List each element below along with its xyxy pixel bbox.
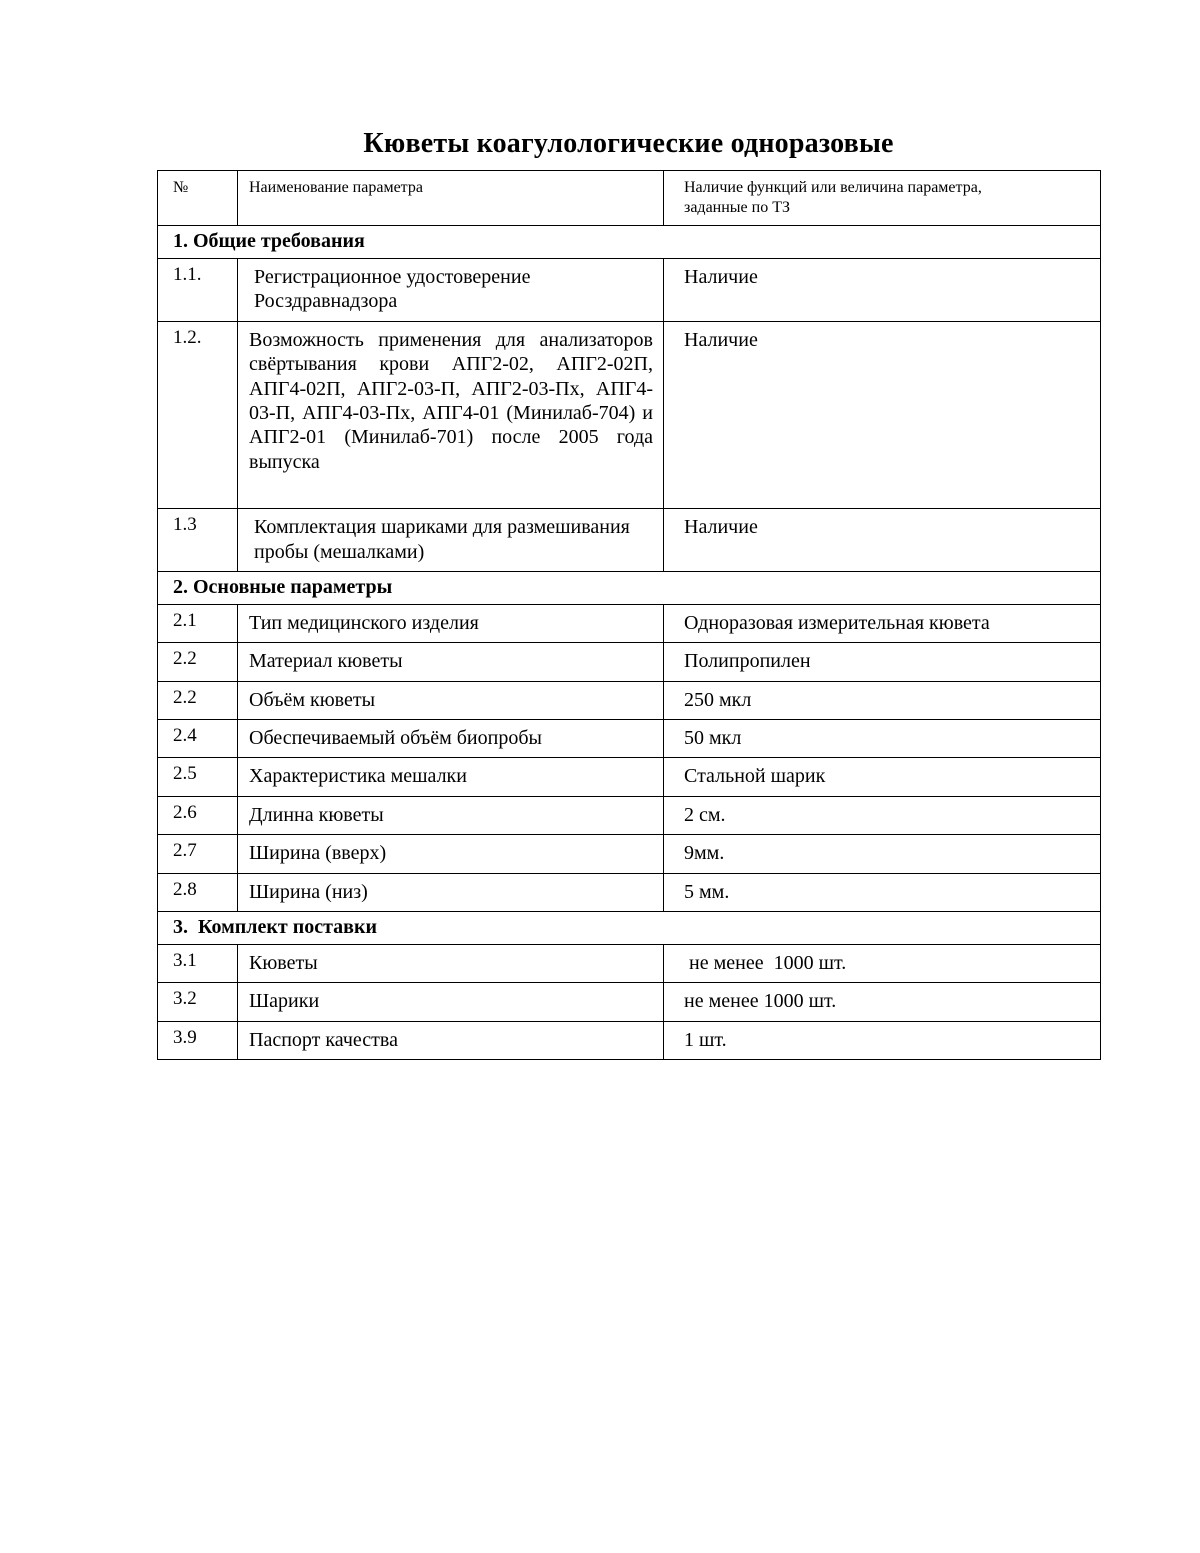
- value-cell: 50 мкл: [664, 720, 1101, 758]
- header-parameter-name: Наименование параметра: [238, 171, 664, 226]
- num-cell: 2.1: [158, 604, 238, 642]
- num-cell: 3.2: [158, 983, 238, 1021]
- value-cell: 1 шт.: [664, 1021, 1101, 1059]
- num-cell: 3.1: [158, 945, 238, 983]
- num-cell: 2.2: [158, 643, 238, 681]
- table-row: [158, 259, 1101, 322]
- value-cell: Наличие: [664, 259, 1101, 322]
- table-row: [158, 983, 1101, 1021]
- table-row: [158, 509, 1101, 572]
- table-row: [158, 1021, 1101, 1059]
- spec-table: [157, 170, 1101, 1060]
- value-cell: Наличие: [664, 509, 1101, 572]
- table-header: [158, 171, 1101, 226]
- table-row: [158, 720, 1101, 758]
- value-cell: Полипропилен: [664, 643, 1101, 681]
- table-row: [158, 643, 1101, 681]
- param-cell: Обеспечиваемый объём биопробы: [238, 720, 664, 758]
- num-cell: 1.1.: [158, 259, 238, 322]
- table-row: [158, 835, 1101, 873]
- table-row: [158, 604, 1101, 642]
- table-row: [158, 681, 1101, 719]
- table-row: [158, 873, 1101, 911]
- table-body: [158, 226, 1101, 1060]
- section-row: [158, 571, 1101, 604]
- section-title: 2. Основные параметры: [158, 571, 1101, 604]
- param-cell: Характеристика мешалки: [238, 758, 664, 796]
- param-cell: Регистрационное удостоверение Росздравнадзора: [238, 259, 664, 322]
- num-cell: 1.2.: [158, 321, 238, 508]
- value-cell: 250 мкл: [664, 681, 1101, 719]
- value-cell: Стальной шарик: [664, 758, 1101, 796]
- section-row: [158, 912, 1101, 945]
- param-cell: Кюветы: [238, 945, 664, 983]
- section-title: 3. Комплект поставки: [158, 912, 1101, 945]
- num-cell: 2.6: [158, 796, 238, 834]
- num-cell: 2.7: [158, 835, 238, 873]
- header-row: [158, 171, 1101, 226]
- table-row: [158, 796, 1101, 834]
- num-cell: 2.2: [158, 681, 238, 719]
- value-cell: 9мм.: [664, 835, 1101, 873]
- value-cell: не менее 1000 шт.: [664, 945, 1101, 983]
- param-cell: Объём кюветы: [238, 681, 664, 719]
- param-cell: Возможность применения для анализаторов свёртывания крови АПГ2-02, АПГ2-02П, АПГ4-02П, АПГ2-03-П, АПГ2-03-Пх, АПГ4-03-П, АПГ4-03-Пх, АПГ4-01 (Минилаб-704) и АПГ2-01 (Минилаб-701) после 2005 года выпуска: [238, 321, 664, 508]
- param-cell: Материал кюветы: [238, 643, 664, 681]
- table-row: [158, 945, 1101, 983]
- num-cell: 2.8: [158, 873, 238, 911]
- param-cell: Паспорт качества: [238, 1021, 664, 1059]
- header-parameter-value: Наличие функций или величина параметра, заданные по ТЗ: [664, 171, 1101, 226]
- param-cell: Шарики: [238, 983, 664, 1021]
- param-cell: Ширина (вверх): [238, 835, 664, 873]
- value-cell: Одноразовая измерительная кювета: [664, 604, 1101, 642]
- section-title: 1. Общие требования: [158, 226, 1101, 259]
- page-title: Кюветы коагулологические одноразовые: [363, 128, 894, 159]
- param-cell: Тип медицинского изделия: [238, 604, 664, 642]
- value-cell: Наличие: [664, 321, 1101, 508]
- table-row: [158, 758, 1101, 796]
- value-cell: 2 см.: [664, 796, 1101, 834]
- num-cell: 2.4: [158, 720, 238, 758]
- num-cell: 2.5: [158, 758, 238, 796]
- param-cell: Длинна кюветы: [238, 796, 664, 834]
- header-number: №: [158, 171, 238, 226]
- param-cell: Ширина (низ): [238, 873, 664, 911]
- value-cell: не менее 1000 шт.: [664, 983, 1101, 1021]
- num-cell: 1.3: [158, 509, 238, 572]
- section-row: [158, 226, 1101, 259]
- value-cell: 5 мм.: [664, 873, 1101, 911]
- table-row: [158, 321, 1101, 508]
- num-cell: 3.9: [158, 1021, 238, 1059]
- param-cell: Комплектация шариками для размешивания пробы (мешалками): [238, 509, 664, 572]
